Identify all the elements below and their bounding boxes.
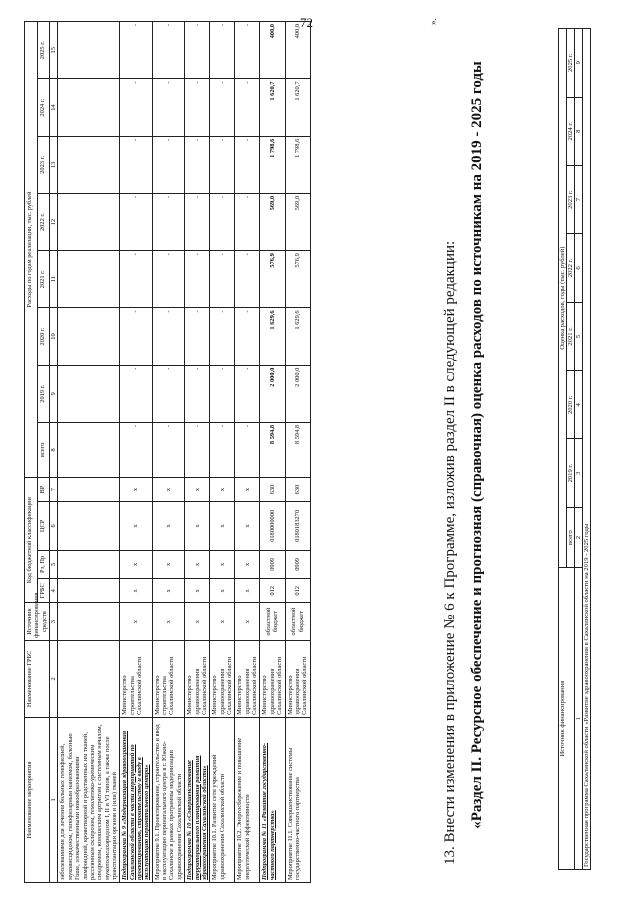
row-name: Мероприятие 10.1. Развитие сети учреждений здравоохранения Сахалинской области: [210, 717, 235, 882]
row-total: -: [185, 422, 210, 477]
estimate-index-row: [575, 29, 583, 870]
row-grbs: 012: [260, 579, 285, 603]
row-vr: х: [120, 477, 152, 501]
row-total: [58, 422, 120, 477]
row-year-value: -: [152, 308, 184, 365]
estimate-year-header: 2025 г.: [567, 29, 575, 98]
row-grbs-name: Министерство здравоохранения Сахалинской области: [260, 640, 285, 717]
estimate-column-index: 8: [575, 97, 583, 165]
column-index: 9: [50, 365, 58, 422]
header-vr: ВР: [37, 477, 50, 501]
table-row: [210, 22, 235, 883]
row-vr: х: [152, 477, 184, 501]
source-header: Источник финансирования: [559, 568, 575, 870]
table-row: [152, 22, 184, 883]
row-grbs: 012: [285, 579, 310, 603]
page-number: 72: [300, 15, 313, 30]
row-rzpr: 0909: [260, 550, 285, 579]
row-total: -: [152, 422, 184, 477]
header-grbs-name: Наименование ГРБС: [25, 640, 50, 717]
column-index: 13: [50, 136, 58, 193]
row-total: -: [120, 422, 152, 477]
row-source: областной бюджет: [260, 603, 285, 640]
row-csr: х: [120, 502, 152, 550]
row-vr: х: [235, 477, 260, 501]
row-year-value: 1 798,6: [260, 136, 285, 193]
row-rzpr: х: [210, 550, 235, 579]
column-index: 15: [50, 22, 58, 79]
row-name: Мероприятие 9.1. Проектирование, строительство и ввод в эксплуатацию перинатального центра в г. Южно-Сахалинске в рамках программы модернизации здравоохранения Сахалинской области: [152, 717, 184, 882]
row-year-value: 569,0: [285, 193, 310, 250]
estimate-column-index: 7: [575, 165, 583, 233]
estimate-column-index: 1: [575, 568, 583, 870]
row-name: заболеваниями для лечения больных гемофилией, муковисцидозом, гипофизарным нанизмом, болезнью Гоше, злокачественными новообразованиями лимфоидной, кроветворной и родственных им тканей, рассеянным склерозом, гемолитико-уремическим синдромом, юношеским артритом с системным началом, мукополисахаридозом I, II и VI типов, а также после трансплантации органов и (или) тканей: [58, 717, 120, 882]
row-year-value: -: [120, 308, 152, 365]
program-row: Государственная программа Сахалинской области «Развитие здравоохранения в Сахалинской области на 2019 - 2025 годы: [583, 29, 591, 870]
table-body: [58, 22, 310, 883]
resource-table: [24, 21, 311, 883]
row-source: областной бюджет: [285, 603, 310, 640]
row-year-value: -: [210, 79, 235, 136]
row-csr: 0180000000: [260, 502, 285, 550]
row-rzpr: х: [152, 550, 184, 579]
estimate-column-index: 2: [575, 507, 583, 567]
row-year-value: -: [152, 251, 184, 308]
column-index: 4: [50, 579, 58, 603]
estimate-year-header: 2023 г.: [567, 165, 575, 233]
row-year-value: [58, 79, 120, 136]
column-index: 7: [50, 477, 58, 501]
row-year-value: -: [235, 136, 260, 193]
header-total: всего: [37, 422, 50, 477]
row-year-value: -: [185, 79, 210, 136]
table-row: [185, 22, 210, 883]
row-year-value: -: [152, 365, 184, 422]
row-year-value: -: [152, 79, 184, 136]
row-year-value: -: [120, 251, 152, 308]
column-index: 6: [50, 502, 58, 550]
row-grbs-name: Министерство здравоохранения Сахалинской области: [235, 640, 260, 717]
column-index: 11: [50, 251, 58, 308]
row-year-value: [58, 193, 120, 250]
row-grbs-name: Министерство здравоохранения Сахалинской области: [185, 640, 210, 717]
row-year-value: 576,9: [285, 251, 310, 308]
row-year-value: 1 629,6: [260, 308, 285, 365]
row-year-value: -: [185, 251, 210, 308]
row-year-value: 400,0: [285, 22, 310, 79]
header-year: 2025 г.: [37, 22, 50, 79]
header-year: 2024 г.: [37, 79, 50, 136]
row-year-value: -: [235, 308, 260, 365]
row-csr: х: [210, 502, 235, 550]
row-vr: 630: [260, 477, 285, 501]
row-year-value: -: [185, 365, 210, 422]
row-grbs-name: [58, 640, 120, 717]
row-name: Подпрограмма № 9 «Модернизация здравоохранения Сахалинской области в части мероприятий по проектированию, строительству и вводу в эксплуатацию перинатального центра»: [120, 717, 152, 882]
column-index: 1: [50, 717, 58, 882]
row-rzpr: х: [185, 550, 210, 579]
row-csr: 0180183270: [285, 502, 310, 550]
row-vr: [58, 477, 120, 501]
row-year-value: 1 620,7: [285, 79, 310, 136]
row-csr: х: [152, 502, 184, 550]
header-year: 2019 г.: [37, 365, 50, 422]
row-source: х: [235, 603, 260, 640]
estimate-total-header: всего: [567, 507, 575, 567]
column-index: 12: [50, 193, 58, 250]
row-year-value: -: [185, 22, 210, 79]
estimate-year-header: 2024 г.: [567, 97, 575, 165]
table-row: [120, 22, 152, 883]
row-year-value: -: [152, 136, 184, 193]
estimate-column-index: 3: [575, 439, 583, 507]
row-source: х: [185, 603, 210, 640]
estimate-header: Оценка расходов, годы (тыс. рублей): [559, 29, 567, 568]
row-csr: [58, 502, 120, 550]
header-year: 2023 г.: [37, 136, 50, 193]
row-grbs: х: [210, 579, 235, 603]
row-year-value: 569,0: [260, 193, 285, 250]
column-index: 10: [50, 308, 58, 365]
row-year-value: 1 629,6: [285, 308, 310, 365]
row-total: 8 594,8: [285, 422, 310, 477]
row-source: х: [210, 603, 235, 640]
row-year-value: -: [120, 365, 152, 422]
row-year-value: -: [120, 79, 152, 136]
row-year-value: -: [235, 251, 260, 308]
rotated-landscape-sheet: [10, 15, 620, 895]
row-grbs-name: Министерство здравоохранения Сахалинской области: [210, 640, 235, 717]
row-year-value: -: [210, 136, 235, 193]
row-year-value: -: [185, 308, 210, 365]
estimate-column-index: 6: [575, 234, 583, 302]
estimate-year-header: 2019 г.: [567, 439, 575, 507]
row-year-value: -: [210, 251, 235, 308]
row-year-value: -: [120, 22, 152, 79]
row-total: -: [210, 422, 235, 477]
row-year-value: -: [210, 365, 235, 422]
header-expenses: Расходы по годам реализации, тыс. рублей: [25, 22, 38, 478]
row-grbs-name: Министерство строительства Сахалинской области: [152, 640, 184, 717]
estimate-column-index: 5: [575, 302, 583, 370]
row-grbs: х: [152, 579, 184, 603]
row-source: х: [152, 603, 184, 640]
row-year-value: -: [235, 79, 260, 136]
estimate-column-index: 9: [575, 29, 583, 98]
table-row: [285, 22, 310, 883]
row-name: Мероприятие 10.2. Энергосбережение и повышение энергетической эффективности: [235, 717, 260, 882]
table-row: [260, 22, 285, 883]
row-year-value: -: [235, 193, 260, 250]
row-csr: х: [185, 502, 210, 550]
row-name: Подпрограмма № 11 «Развитие государственно-частного партнерства»: [260, 717, 285, 882]
row-year-value: -: [152, 22, 184, 79]
row-year-value: [58, 365, 120, 422]
row-year-value: -: [120, 193, 152, 250]
section-title: «Раздел II. Ресурсное обеспечение и прогнозная (справочная) оценка расходов по источникам на 2019 - 2025 годы: [469, 61, 485, 829]
row-year-value: 1 798,6: [285, 136, 310, 193]
row-name: Подпрограмма № 10 «Совершенствование территориального планирования развития здравоохранения Сахалинской области»: [185, 717, 210, 882]
row-year-value: -: [235, 365, 260, 422]
estimate-year-header: 2021 г.: [567, 302, 575, 370]
row-year-value: [58, 308, 120, 365]
row-grbs: [58, 579, 120, 603]
column-index: 5: [50, 550, 58, 579]
row-rzpr: х: [120, 550, 152, 579]
row-year-value: 2 000,0: [260, 365, 285, 422]
row-rzpr: х: [235, 550, 260, 579]
row-grbs: х: [185, 579, 210, 603]
estimate-column-index: 4: [575, 371, 583, 439]
closing-quote: ».: [428, 18, 438, 25]
estimate-year-header: 2020 г.: [567, 371, 575, 439]
row-name: Мероприятие 11.1. Совершенствование системы государственно-частного партнерства: [285, 717, 310, 882]
row-source: х: [120, 603, 152, 640]
header-year: 2020 г.: [37, 308, 50, 365]
header-year: 2022 г.: [37, 193, 50, 250]
row-source: [58, 603, 120, 640]
row-year-value: -: [120, 136, 152, 193]
header-grbs: ГРБС: [37, 579, 50, 603]
row-year-value: 576,9: [260, 251, 285, 308]
column-index-row: [50, 22, 58, 883]
row-year-value: -: [210, 308, 235, 365]
row-grbs: х: [235, 579, 260, 603]
row-year-value: -: [210, 193, 235, 250]
row-vr: х: [185, 477, 210, 501]
row-year-value: 2 000,0: [285, 365, 310, 422]
header-name: Наименование мероприятия: [25, 717, 50, 882]
row-csr: х: [235, 502, 260, 550]
row-year-value: -: [152, 193, 184, 250]
estimate-year-header: 2022 г.: [567, 234, 575, 302]
row-year-value: -: [185, 193, 210, 250]
header-rzpr: Рз, Пр: [37, 550, 50, 579]
column-index: 14: [50, 79, 58, 136]
row-grbs: х: [120, 579, 152, 603]
column-index: 2: [50, 640, 58, 717]
row-grbs-name: Министерство строительства Сахалинской области: [120, 640, 152, 717]
row-total: 8 594,8: [260, 422, 285, 477]
row-year-value: -: [210, 22, 235, 79]
column-index: 8: [50, 422, 58, 477]
row-year-value: [58, 22, 120, 79]
row-year-value: [58, 136, 120, 193]
header-csr: ЦСР: [37, 502, 50, 550]
row-total: -: [235, 422, 260, 477]
column-index: 3: [50, 603, 58, 640]
estimate-table: [558, 28, 591, 870]
row-year-value: [58, 251, 120, 308]
instruction-text: 13. Внести изменения в приложение № 6 к Программе, изложив раздел II в следующей редакции:: [442, 240, 458, 865]
header-kbk: Код бюджетной классификации: [25, 477, 38, 602]
row-year-value: -: [185, 136, 210, 193]
header-year: 2021 г.: [37, 251, 50, 308]
row-vr: 630: [285, 477, 310, 501]
row-rzpr: 0909: [285, 550, 310, 579]
row-vr: х: [210, 477, 235, 501]
row-grbs-name: Министерство здравоохранения Сахалинской области: [285, 640, 310, 717]
table-row: [58, 22, 120, 883]
row-year-value: -: [235, 22, 260, 79]
row-year-value: 1 620,7: [260, 79, 285, 136]
header-source: Источник финансирования средств: [25, 603, 50, 640]
row-year-value: 400,0: [260, 22, 285, 79]
row-rzpr: [58, 550, 120, 579]
table-row: [235, 22, 260, 883]
